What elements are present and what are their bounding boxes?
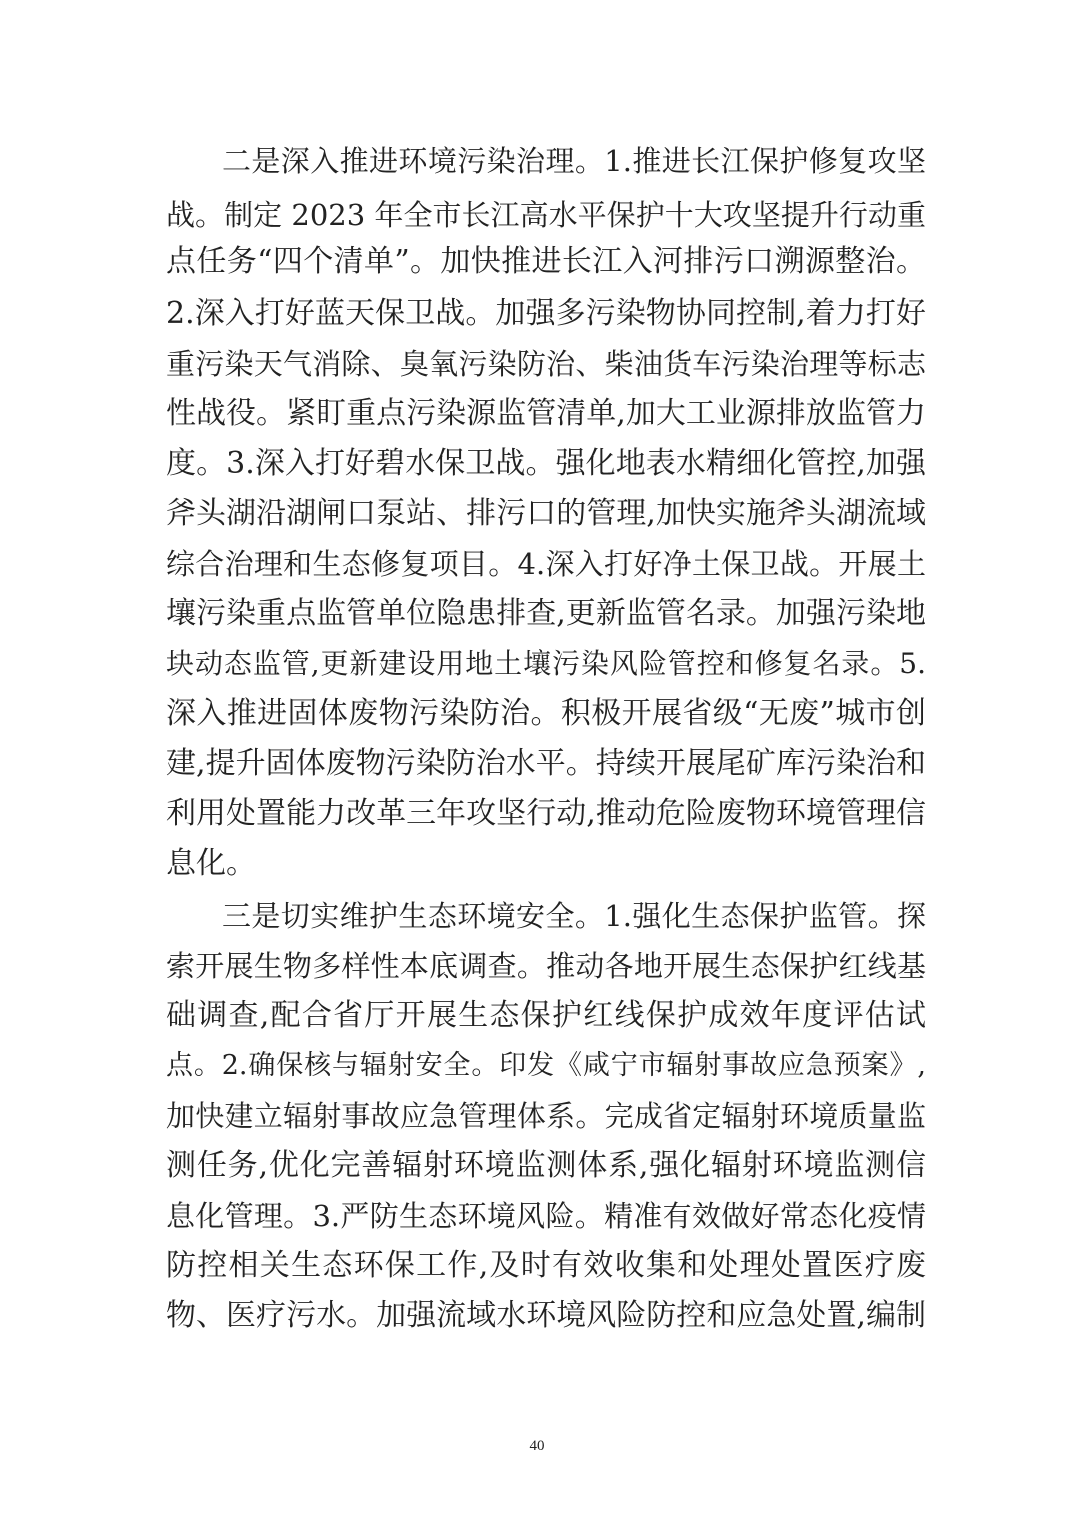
text-line: 战。制定 2023 年全市长江高水平保护十大攻坚提升行动重 — [166, 198, 926, 232]
text-line: 性战役。紧盯重点污染源监管清单,加大工业源排放监管力 — [166, 396, 926, 431]
text-line: 点任务“四个清单”。加快推进长江入河排污口溯源整治。 — [166, 244, 926, 279]
page-number: 40 — [529, 1438, 545, 1454]
text-line: 斧头湖沿湖闸口泵站、排污口的管理,加快实施斧头湖流域 — [166, 496, 926, 531]
text-line: 息化。 — [166, 846, 256, 881]
text-line: 2.深入打好蓝天保卫战。加强多污染物协同控制,着力打好 — [166, 296, 926, 331]
text-line: 度。3.深入打好碧水保卫战。强化地表水精细化管控,加强 — [166, 446, 926, 481]
text-line: 防控相关生态环保工作,及时有效收集和处理处置医疗废 — [166, 1248, 926, 1283]
text-line: 重污染天气消除、臭氧污染防治、柴油货车污染治理等标志 — [166, 347, 926, 381]
text-line: 点。2.确保核与辐射安全。印发《咸宁市辐射事故应急预案》, — [166, 1050, 926, 1081]
text-line: 索开展生物多样性本底调查。推动各地开展生态保护红线基 — [166, 949, 926, 983]
text-line: 三是切实维护生态环境安全。1.强化生态保护监管。探 — [222, 899, 926, 933]
text-line: 建,提升固体废物污染防治水平。持续开展尾矿库污染治和 — [166, 746, 926, 781]
text-line: 物、医疗污水。加强流域水环境风险防控和应急处置,编制 — [166, 1298, 926, 1333]
text-line: 加快建立辐射事故应急管理体系。完成省定辐射环境质量监 — [166, 1099, 926, 1133]
text-line: 础调查,配合省厅开展生态保护红线保护成效年度评估试 — [166, 998, 926, 1033]
text-line: 利用处置能力改革三年攻坚行动,推动危险废物环境管理信 — [166, 796, 926, 831]
text-line: 测任务,优化完善辐射环境监测体系,强化辐射环境监测信 — [166, 1148, 926, 1183]
text-line: 深入推进固体废物污染防治。积极开展省级“无废”城市创 — [166, 696, 926, 731]
text-line: 壤污染重点监管单位隐患排查,更新监管名录。加强污染地 — [166, 596, 926, 631]
text-line: 二是深入推进环境污染治理。1.推进长江保护修复攻坚 — [222, 144, 926, 178]
text-line: 综合治理和生态修复项目。4.深入打好净土保卫战。开展土 — [166, 547, 926, 581]
text-line: 息化管理。3.严防生态环境风险。精准有效做好常态化疫情 — [166, 1199, 926, 1233]
text-line: 块动态监管,更新建设用地土壤污染风险管控和修复名录。5. — [166, 647, 926, 680]
